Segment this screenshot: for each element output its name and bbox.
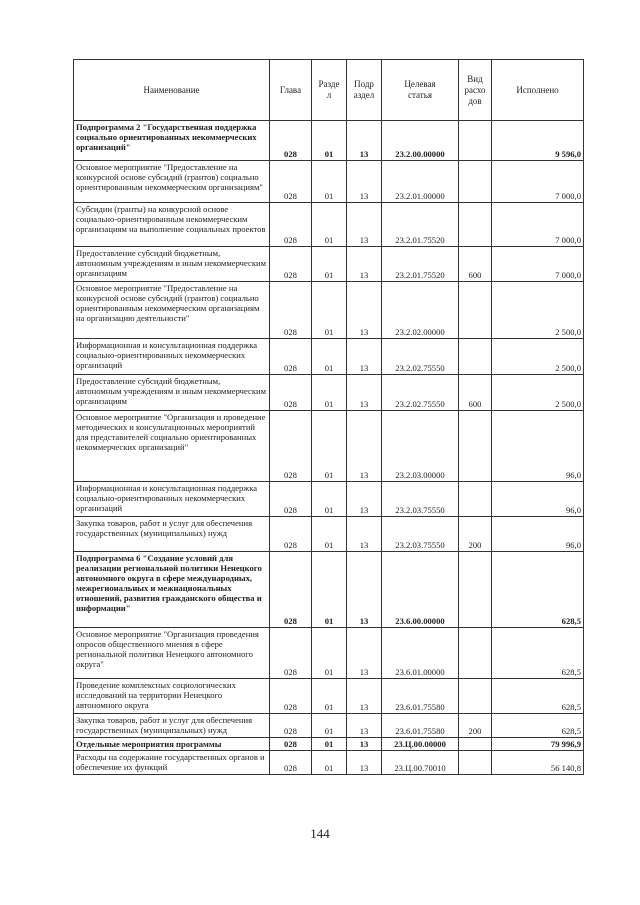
row-razdel: 01	[312, 482, 347, 517]
row-glava: 028	[270, 339, 312, 375]
row-glava: 028	[270, 375, 312, 411]
row-expense-type	[459, 552, 492, 628]
row-name: Подпрограмма 6 "Создание условий для реализации региональной политики Ненецкого автономного округа в сфере международных, межрегиональных и межнациональных отношений, развития гражданского общества и информации"	[74, 552, 270, 628]
budget-table	[73, 59, 584, 775]
row-target-article: 23.2.02.75550	[382, 375, 459, 411]
row-razdel: 01	[312, 517, 347, 552]
row-executed: 628,5	[492, 714, 584, 738]
row-executed: 2 500,0	[492, 339, 584, 375]
table-row	[74, 751, 584, 775]
table-row	[74, 161, 584, 203]
row-razdel: 01	[312, 203, 347, 247]
row-podrazdel: 13	[347, 482, 382, 517]
row-expense-type: 600	[459, 375, 492, 411]
row-razdel: 01	[312, 679, 347, 714]
header-razdel: Разде л	[312, 60, 347, 121]
row-glava: 028	[270, 411, 312, 482]
row-podrazdel: 13	[347, 517, 382, 552]
row-expense-type	[459, 411, 492, 482]
row-executed: 7 000,0	[492, 247, 584, 282]
row-expense-type	[459, 282, 492, 339]
row-executed: 2 500,0	[492, 375, 584, 411]
header-podrazdel: Подр аздел	[347, 60, 382, 121]
row-razdel: 01	[312, 375, 347, 411]
row-name: Субсидии (гранты) на конкурсной основе социально-ориентированным некоммерческим организациям на выполнение социальных проектов	[74, 203, 270, 247]
table-body	[74, 121, 584, 775]
row-target-article: 23.Ц.00.70010	[382, 751, 459, 775]
row-name: Предоставление субсидий бюджетным, автономным учреждениям и иным некоммерческим организациям	[74, 247, 270, 282]
row-executed: 9 596,0	[492, 121, 584, 161]
row-executed: 628,5	[492, 552, 584, 628]
row-razdel: 01	[312, 247, 347, 282]
row-glava: 028	[270, 738, 312, 751]
row-target-article: 23.Ц.00.00000	[382, 738, 459, 751]
row-executed: 79 996,9	[492, 738, 584, 751]
row-expense-type	[459, 738, 492, 751]
row-name: Расходы на содержание государственных органов и обеспечение их функций	[74, 751, 270, 775]
row-name: Проведение комплексных социологических исследований на территории Ненецкого автономного округа	[74, 679, 270, 714]
row-executed: 96,0	[492, 517, 584, 552]
row-expense-type	[459, 339, 492, 375]
header-target-article: Целевая статья	[382, 60, 459, 121]
row-expense-type	[459, 121, 492, 161]
row-executed: 96,0	[492, 411, 584, 482]
header-expense-type: Вид расхо дов	[459, 60, 492, 121]
row-target-article: 23.2.02.00000	[382, 282, 459, 339]
row-razdel: 01	[312, 161, 347, 203]
table-row	[74, 339, 584, 375]
row-razdel: 01	[312, 339, 347, 375]
row-glava: 028	[270, 751, 312, 775]
table-row	[74, 552, 584, 628]
row-target-article: 23.2.02.75550	[382, 339, 459, 375]
row-expense-type	[459, 679, 492, 714]
row-glava: 028	[270, 247, 312, 282]
row-razdel: 01	[312, 628, 347, 679]
row-glava: 028	[270, 161, 312, 203]
row-target-article: 23.2.01.00000	[382, 161, 459, 203]
header-name: Наименование	[74, 60, 270, 121]
row-name: Подпрограмма 2 "Государственная поддержка социально ориентированных некоммерческих организаций"	[74, 121, 270, 161]
row-name: Основное мероприятие "Организация проведения опросов общественного мнения в сфере региональной политики Ненецкого автономного округа"	[74, 628, 270, 679]
row-razdel: 01	[312, 121, 347, 161]
row-podrazdel: 13	[347, 121, 382, 161]
row-razdel: 01	[312, 411, 347, 482]
page-number: 144	[310, 826, 330, 841]
row-razdel: 01	[312, 751, 347, 775]
table-row	[74, 282, 584, 339]
row-target-article: 23.2.01.75520	[382, 247, 459, 282]
table-row	[74, 628, 584, 679]
row-name: Предоставление субсидий бюджетным, автономным учреждениям и иным некоммерческим организациям	[74, 375, 270, 411]
table-row	[74, 203, 584, 247]
table-row	[74, 738, 584, 751]
row-glava: 028	[270, 714, 312, 738]
row-razdel: 01	[312, 714, 347, 738]
row-expense-type	[459, 161, 492, 203]
row-target-article: 23.6.00.00000	[382, 552, 459, 628]
row-podrazdel: 13	[347, 247, 382, 282]
row-executed: 7 000,0	[492, 203, 584, 247]
row-executed: 2 500,0	[492, 282, 584, 339]
row-expense-type	[459, 482, 492, 517]
row-name: Основное мероприятие "Организация и проведение методических и консультационных мероприятий для представителей социально ориентированных некоммерческих организаций"	[74, 411, 270, 482]
row-target-article: 23.6.01.00000	[382, 628, 459, 679]
row-podrazdel: 13	[347, 375, 382, 411]
table-header-row	[74, 60, 584, 121]
row-glava: 028	[270, 282, 312, 339]
row-podrazdel: 13	[347, 411, 382, 482]
header-executed: Исполнено	[492, 60, 584, 121]
row-razdel: 01	[312, 738, 347, 751]
row-target-article: 23.6.01.75580	[382, 679, 459, 714]
row-target-article: 23.2.03.75550	[382, 517, 459, 552]
table-row	[74, 517, 584, 552]
table-row	[74, 375, 584, 411]
row-podrazdel: 13	[347, 552, 382, 628]
row-target-article: 23.6.01.75580	[382, 714, 459, 738]
row-executed: 628,5	[492, 628, 584, 679]
row-expense-type	[459, 751, 492, 775]
row-podrazdel: 13	[347, 282, 382, 339]
table-row	[74, 679, 584, 714]
row-target-article: 23.2.00.00000	[382, 121, 459, 161]
row-name: Отдельные мероприятия программы	[74, 738, 270, 751]
row-expense-type: 600	[459, 247, 492, 282]
row-name: Основное мероприятие "Предоставление на конкурсной основе субсидий (грантов) социально ориентированным некоммерческим организациям"	[74, 161, 270, 203]
row-name: Основное мероприятие "Предоставление на конкурсной основе субсидий (грантов) социально ориентированным некоммерческим организациям на организацию деятельности"	[74, 282, 270, 339]
row-expense-type	[459, 203, 492, 247]
row-razdel: 01	[312, 552, 347, 628]
table-row	[74, 482, 584, 517]
row-expense-type	[459, 628, 492, 679]
row-podrazdel: 13	[347, 714, 382, 738]
row-name: Закупка товаров, работ и услуг для обеспечения государственных (муниципальных) нужд	[74, 714, 270, 738]
row-name: Закупка товаров, работ и услуг для обеспечения государственных (муниципальных) нужд	[74, 517, 270, 552]
row-expense-type: 200	[459, 714, 492, 738]
row-podrazdel: 13	[347, 628, 382, 679]
table-row	[74, 247, 584, 282]
row-glava: 028	[270, 552, 312, 628]
row-target-article: 23.2.03.00000	[382, 411, 459, 482]
row-executed: 96,0	[492, 482, 584, 517]
row-podrazdel: 13	[347, 751, 382, 775]
row-glava: 028	[270, 679, 312, 714]
row-name: Информационная и консультационная поддержка социально-ориентированных некоммерческих организаций	[74, 482, 270, 517]
row-podrazdel: 13	[347, 161, 382, 203]
table-row	[74, 714, 584, 738]
row-glava: 028	[270, 203, 312, 247]
row-podrazdel: 13	[347, 679, 382, 714]
row-target-article: 23.2.03.75550	[382, 482, 459, 517]
row-podrazdel: 13	[347, 339, 382, 375]
table-row	[74, 411, 584, 482]
row-razdel: 01	[312, 282, 347, 339]
row-executed: 7 000,0	[492, 161, 584, 203]
row-executed: 628,5	[492, 679, 584, 714]
row-glava: 028	[270, 121, 312, 161]
row-glava: 028	[270, 628, 312, 679]
header-glava: Глава	[270, 60, 312, 121]
row-glava: 028	[270, 517, 312, 552]
row-expense-type: 200	[459, 517, 492, 552]
row-name: Информационная и консультационная поддержка социально-ориентированных некоммерческих организаций	[74, 339, 270, 375]
table-row	[74, 121, 584, 161]
row-podrazdel: 13	[347, 203, 382, 247]
row-podrazdel: 13	[347, 738, 382, 751]
row-target-article: 23.2.01.75520	[382, 203, 459, 247]
row-glava: 028	[270, 482, 312, 517]
row-executed: 56 140,8	[492, 751, 584, 775]
